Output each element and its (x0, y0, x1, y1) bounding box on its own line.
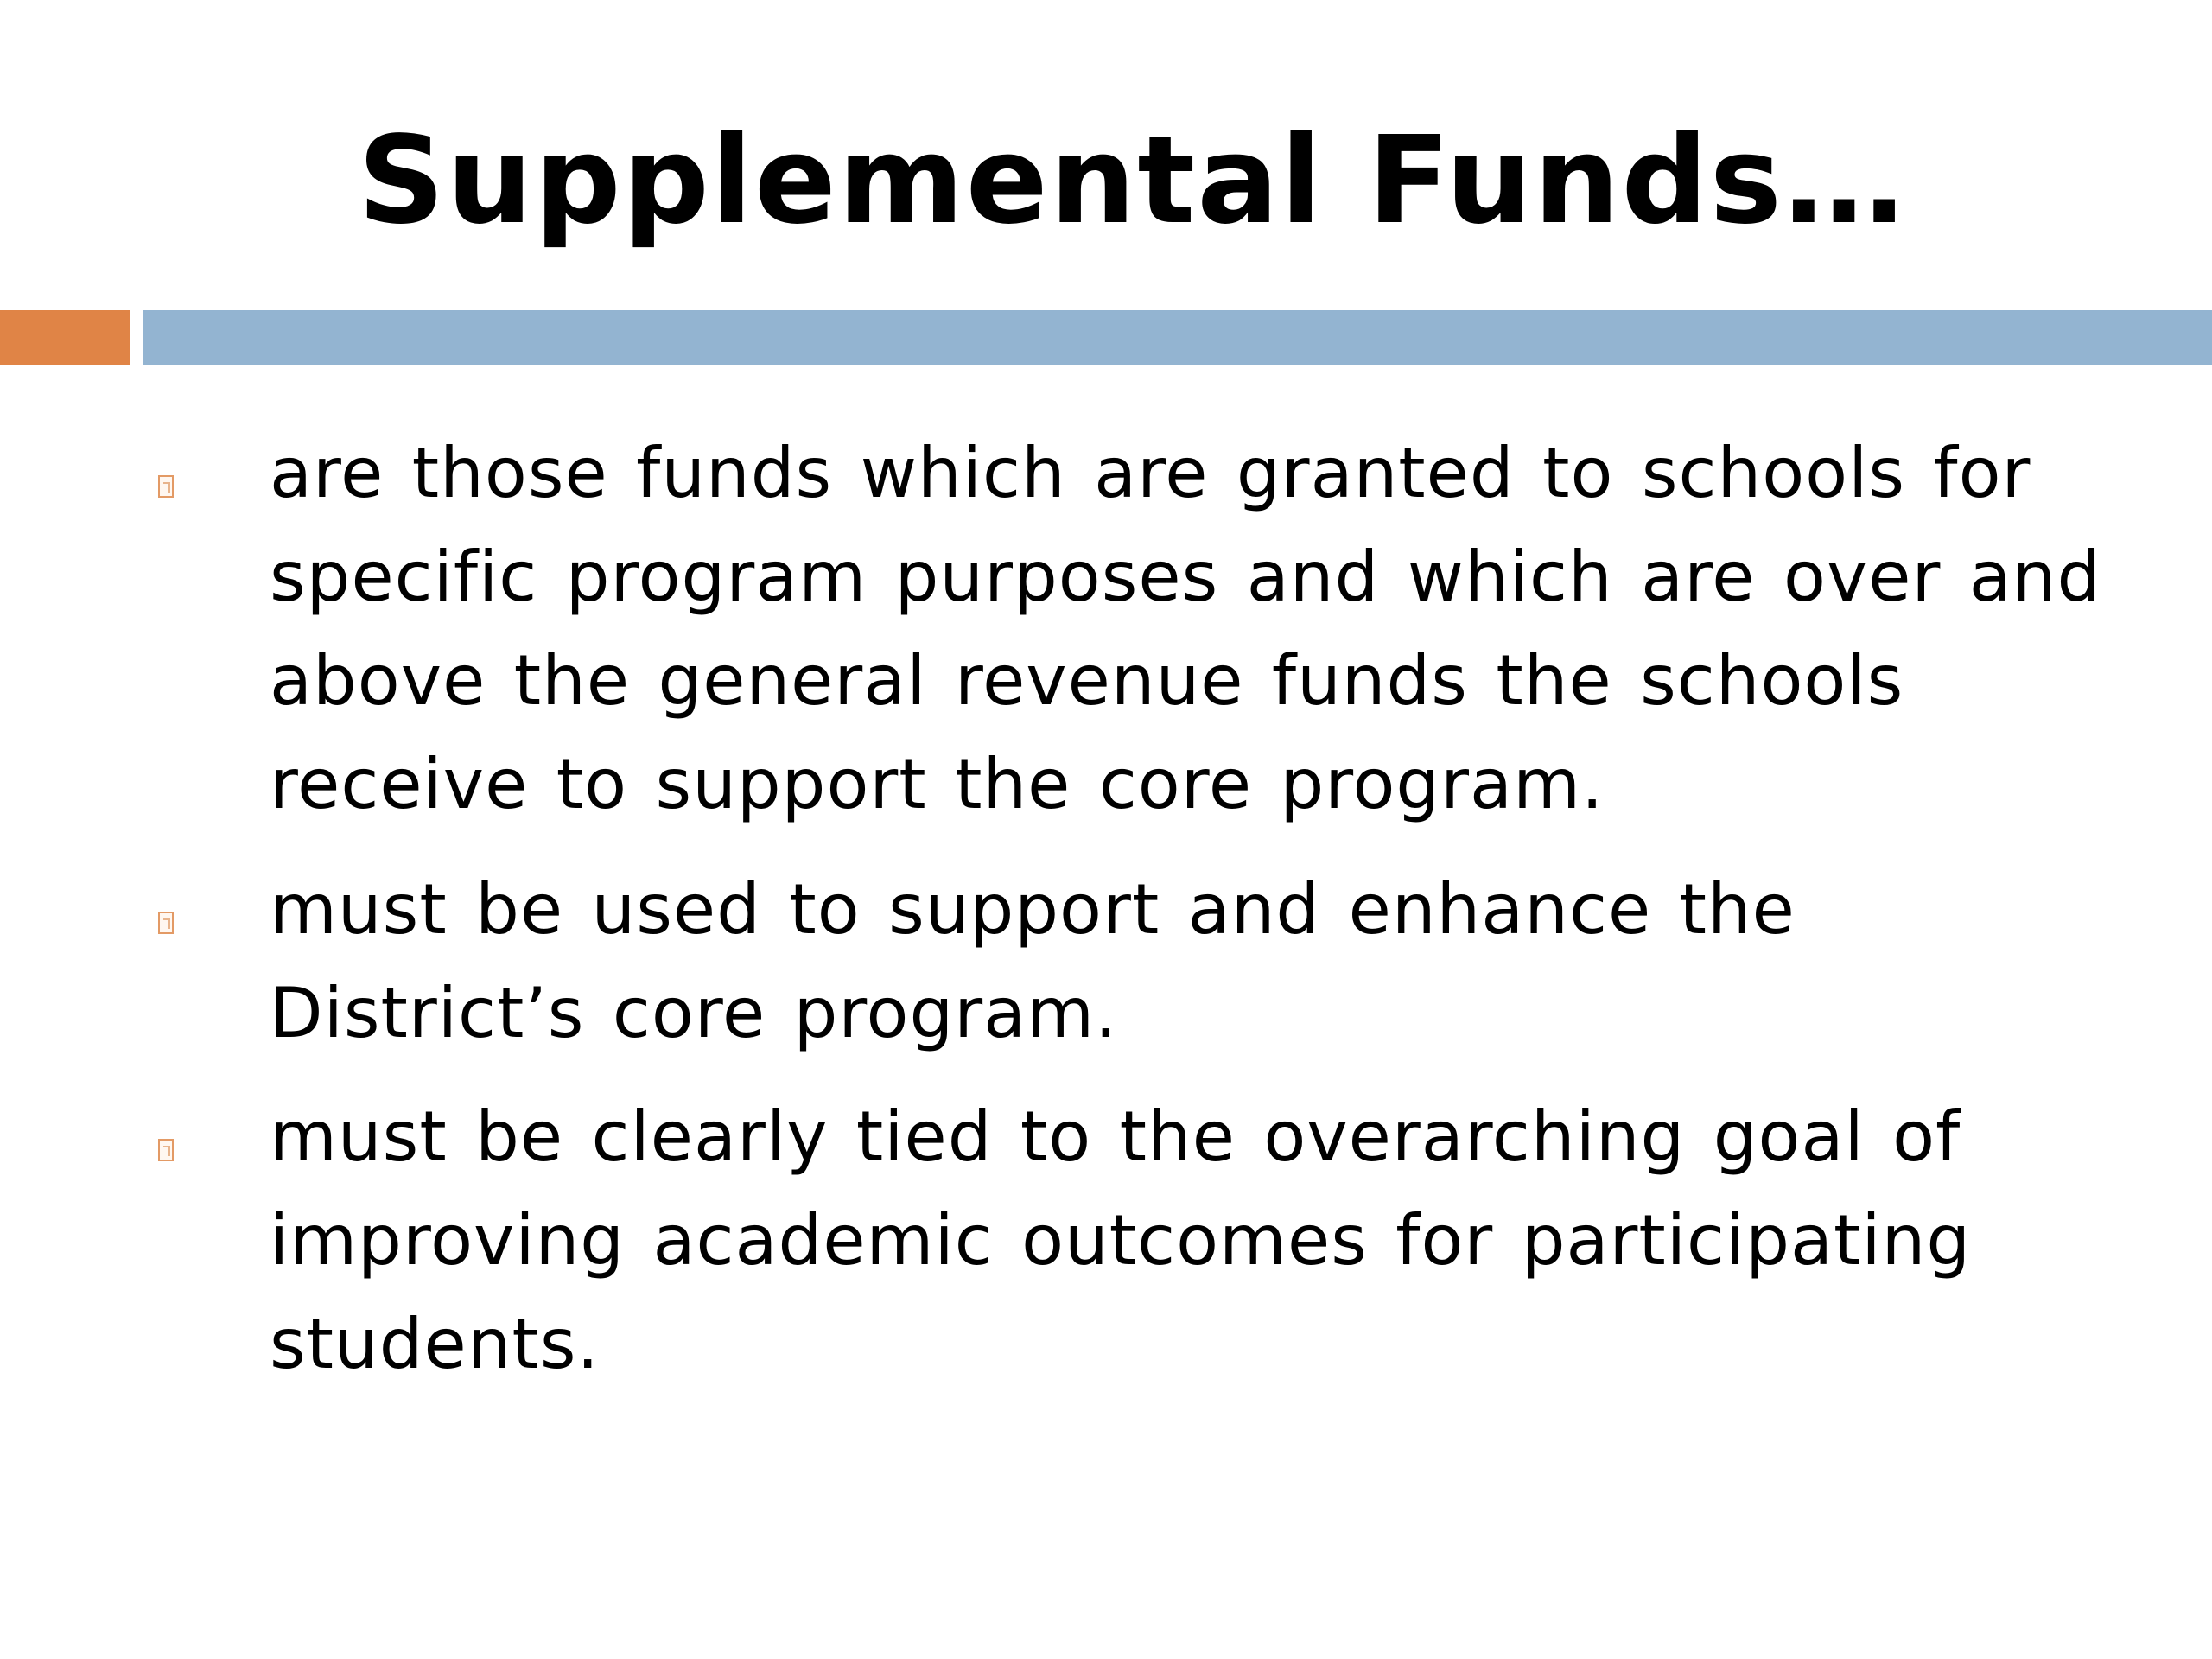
bullet-text: must be used to support and enhance the District’s core program. (270, 869, 1796, 1053)
slide-title: Supplemental Funds… (357, 111, 1907, 251)
bullet-text: must be clearly tied to the overarching goal of improving academic outcomes for participating students. (270, 1096, 1972, 1384)
bullet-glyph-icon (158, 1139, 174, 1161)
bullet-glyph-icon (158, 475, 174, 498)
bullet-text: are those funds which are granted to schools for specific program purposes and which are over and above the general revenue funds the schools receive to support the core program. (270, 433, 2102, 824)
bullet-glyph-icon (158, 912, 174, 934)
